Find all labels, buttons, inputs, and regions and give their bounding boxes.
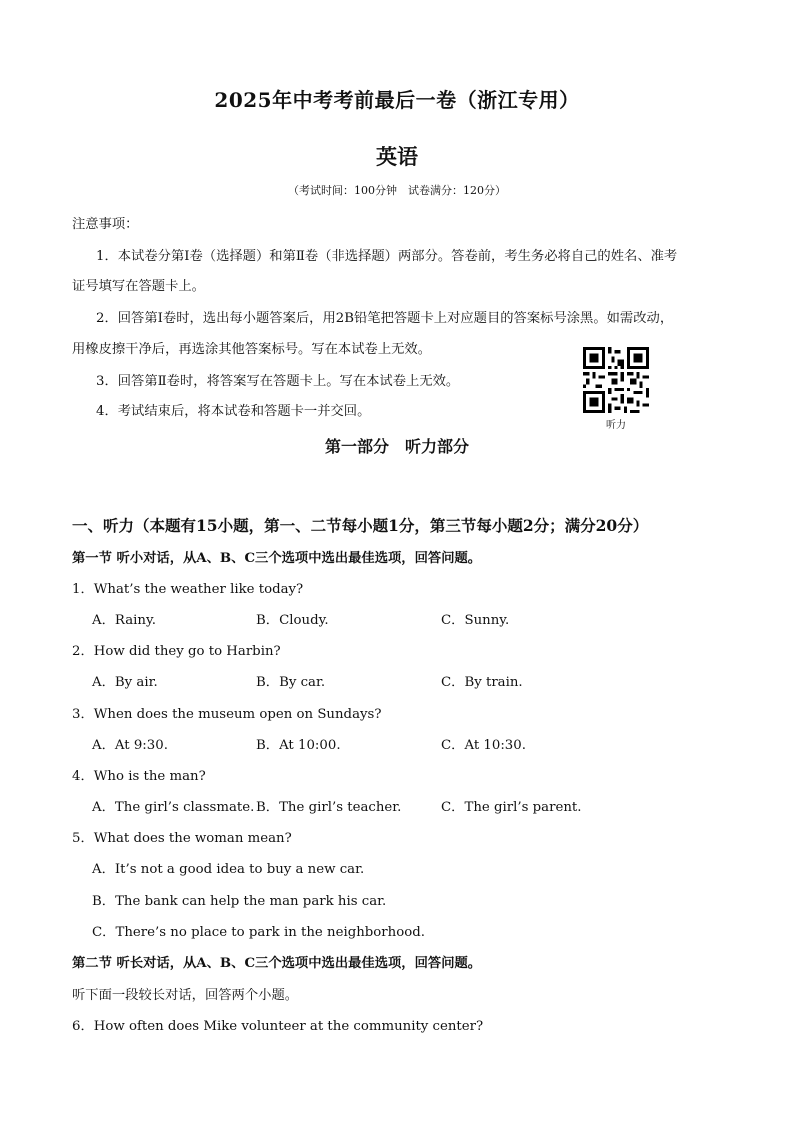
- q1-option-b: B．Cloudy.: [256, 613, 329, 628]
- section-heading: 一、听力（本题有15小题，第一、二节每小题1分，第三节每小题2分；满分20分）: [72, 516, 649, 535]
- q4-option-a: A．The girl’s classmate.: [92, 800, 255, 815]
- q5-option-a: A．It’s not a good idea to buy a new car.: [92, 862, 365, 877]
- subsection-2-note: 听下面一段较长对话，回答两个小题。: [72, 988, 299, 1003]
- q1-option-a: A．Rainy.: [92, 613, 156, 628]
- note-3: 3．回答第Ⅱ卷时，将答案写在答题卡上。写在本试卷上无效。: [96, 374, 460, 389]
- q2-option-c: C．By train.: [441, 675, 523, 690]
- question-5: 5．What does the woman mean?: [72, 831, 292, 846]
- qr-code-icon: [583, 347, 649, 413]
- subject-title: 英语: [376, 144, 418, 169]
- q3-option-a: A．At 9:30.: [92, 738, 168, 753]
- q5-option-b: B．The bank can help the man park his car.: [92, 894, 387, 909]
- q4-option-c: C．The girl’s parent.: [441, 800, 582, 815]
- q1-option-c: C．Sunny.: [441, 613, 510, 628]
- question-2: 2．How did they go to Harbin?: [72, 644, 281, 659]
- paper-title: 2025年中考考前最后一卷（浙江专用）: [214, 88, 580, 112]
- q4-option-b: B．The girl’s teacher.: [256, 800, 402, 815]
- part-one-title: 第一部分 听力部分: [324, 437, 469, 456]
- q3-option-c: C．At 10:30.: [441, 738, 526, 753]
- q5-option-c: C．There’s no place to park in the neighborhood.: [92, 925, 425, 940]
- subsection-2-heading: 第二节 听长对话，从A、B、C三个选项中选出最佳选项，回答问题。: [72, 956, 482, 971]
- question-3: 3．When does the museum open on Sundays?: [72, 707, 382, 722]
- note-1-cont: 证号填写在答题卡上。: [72, 279, 205, 294]
- q3-option-b: B．At 10:00.: [256, 738, 341, 753]
- qr-code-label: 听力: [606, 420, 626, 431]
- question-4: 4．Who is the man?: [72, 769, 206, 784]
- note-4: 4．考试结束后，将本试卷和答题卡一并交回。: [96, 404, 371, 419]
- notes-label: 注意事项：: [72, 217, 139, 232]
- note-2: 2．回答第Ⅰ卷时，选出每小题答案后，用2B铅笔把答题卡上对应题目的答案标号涂黑。如需改动，: [96, 311, 674, 326]
- q2-option-a: A．By air.: [92, 675, 158, 690]
- exam-info: （考试时间：100分钟 试卷满分：120分）: [288, 184, 506, 197]
- question-6: 6．How often does Mike volunteer at the community center?: [72, 1019, 484, 1034]
- q2-option-b: B．By car.: [256, 675, 326, 690]
- subsection-1-heading: 第一节 听小对话，从A、B、C三个选项中选出最佳选项，回答问题。: [72, 551, 482, 566]
- note-1: 1．本试卷分第Ⅰ卷（选择题）和第Ⅱ卷（非选择题）两部分。答卷前，考生务必将自己的姓名、准考: [96, 249, 678, 264]
- question-1: 1．What’s the weather like today?: [72, 582, 304, 597]
- note-2-cont: 用橡皮擦干净后，再选涂其他答案标号。写在本试卷上无效。: [72, 342, 432, 357]
